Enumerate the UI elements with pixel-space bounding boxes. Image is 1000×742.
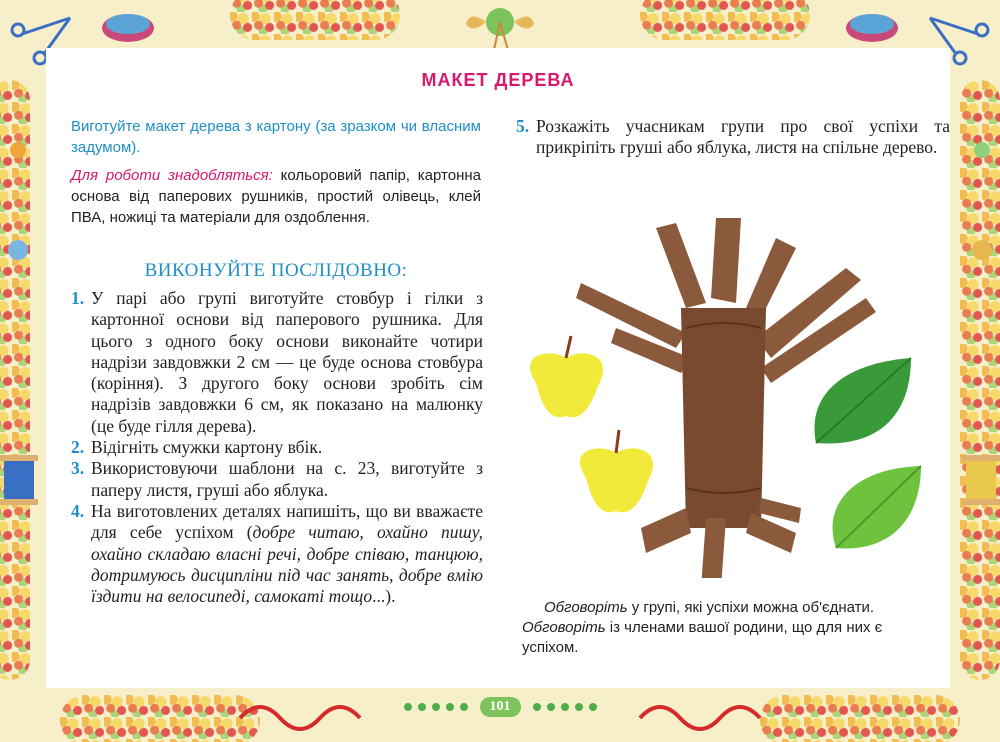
dot-decoration [547,703,555,711]
step-item [71,458,483,501]
step-number: 4. [71,500,85,521]
discussion-paragraph [522,618,937,658]
discussion-verb: Обговоріть [544,599,628,616]
ribbon-icon [466,8,534,50]
materials-text [71,165,481,228]
leaf-icon [833,466,921,548]
steps-list [71,288,483,607]
dot-decoration [418,703,426,711]
dot-decoration [432,703,440,711]
step-text: Відігніть смужки картону вбік. [91,437,323,458]
step-text: На виготовлених деталях напишіть, що ви вважаєте для себе успіхом ( [91,500,483,543]
dot-decoration [575,703,583,711]
discussion-text: у групі, які успіхи можна об'єднати. [627,599,875,616]
page-title: МАКЕТ ДЕРЕВА [421,70,575,90]
apple-icon [530,336,603,417]
dot-decoration [589,703,597,711]
dot-decoration [446,703,454,711]
discussion-verb: Обговоріть [522,619,606,636]
materials-lead: Для роботи знадобляться: [71,167,273,184]
section-heading: ВИКОНУЙТЕ ПОСЛІДОВНО: [144,260,408,281]
step-number: 2. [71,437,85,458]
step-item [516,116,950,159]
discussion-block [522,598,937,658]
step-text: Розкажіть учасникам групи про свої успіхи та прикріпіть груші або яблука, листя на спільне дерево. [536,116,950,158]
apple-icon [580,430,653,512]
step-item [71,288,483,437]
intro-text: Виготуйте макет дерева з картону (за зразком чи власним задумом). [71,118,481,156]
step-examples: добре читаю, охайно пишу, охайно складаю власні речі, добре співаю, танцюю, дотримуюсь дисципліни під час занять, добре вмію їздити на велосипеді, самокаті тощо [91,522,483,607]
leaf-icon [814,358,911,443]
page-footer [0,692,1000,722]
dot-decoration [404,703,412,711]
thread-spool-icon [0,455,38,505]
thread-spool-icon [962,455,1000,505]
discussion-text: із членами вашої родини, що для них є успіхом. [522,619,883,656]
pincushion-icon [102,14,154,42]
pincushion-icon [846,14,898,42]
dot-decoration [561,703,569,711]
step-text-end: ...). [372,586,396,607]
discussion-paragraph [522,598,937,618]
page-number: 101 [480,697,521,717]
step-number: 3. [71,458,85,479]
dot-decoration [460,703,468,711]
step-item [71,501,483,607]
step-text: Використовуючи шаблони на с. 23, виготуйте з паперу листя, груші або яблука. [91,458,483,500]
tree-trunk [681,308,766,528]
materials-list: кольоровий папір, картонна основа від паперових рушників, простий олівець, клей ПВА, ножиці та матеріали для оздоблення. [71,167,481,226]
step-item [71,437,483,458]
tree-model-illustration [516,208,926,578]
step-text: У парі або групі виготуйте стовбур і гілки з картонної основи від паперового рушника. Для цього з одного боку основи виконайте чотири надрізи завдовжки 2 см — це буде основа стовбура (коріння). З другого боку основи зробіть сім надрізів завдовжки 6 см, як показано на малюнку (це буде гілля дерева). [91,288,483,436]
step-number: 1. [71,288,85,308]
dot-decoration [533,703,541,711]
page-content [46,48,950,688]
step-number: 5. [516,116,530,136]
